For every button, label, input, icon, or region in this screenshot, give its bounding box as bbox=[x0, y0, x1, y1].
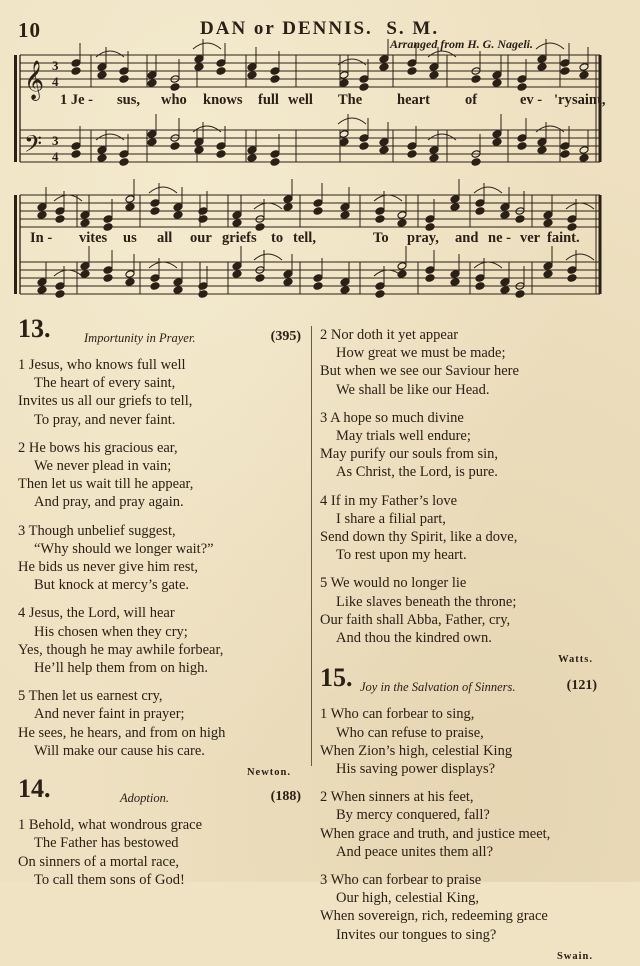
lyric-syllable: In - bbox=[30, 230, 53, 246]
note-head bbox=[359, 83, 369, 92]
note-head bbox=[55, 290, 65, 299]
note-head bbox=[232, 262, 242, 271]
note-head bbox=[397, 262, 407, 271]
note-head bbox=[375, 282, 385, 291]
stanza bbox=[320, 871, 605, 944]
note-head bbox=[55, 282, 65, 291]
lyric-syllable: To bbox=[373, 230, 389, 246]
note-head bbox=[560, 142, 570, 151]
note-head bbox=[37, 211, 47, 220]
note-head bbox=[339, 71, 349, 80]
note-head bbox=[80, 270, 90, 279]
note-head bbox=[247, 146, 257, 155]
tune-name: DAN or DENNIS. bbox=[200, 18, 373, 39]
lyric-syllable: our bbox=[190, 230, 212, 246]
music-score bbox=[0, 0, 640, 310]
arranger-credit: Arranged from H. G. Nageli. bbox=[390, 37, 534, 51]
note-head bbox=[194, 55, 204, 64]
note-head bbox=[313, 199, 323, 208]
right-column bbox=[320, 326, 605, 966]
slur bbox=[96, 51, 124, 57]
verse-line: To pray, and never faint. bbox=[34, 411, 176, 428]
lyric-syllable: The bbox=[338, 92, 363, 108]
note-head bbox=[407, 150, 417, 159]
note-head bbox=[537, 138, 547, 147]
lyric-syllable: vites bbox=[79, 230, 108, 246]
note-head bbox=[471, 158, 481, 167]
hymn-14-number: 14. bbox=[18, 774, 51, 804]
note-head bbox=[55, 207, 65, 216]
verse-line: 3 Who can forbear to praise bbox=[320, 872, 482, 889]
note-head bbox=[567, 215, 577, 224]
note-head bbox=[560, 150, 570, 159]
time-signature: 4 bbox=[52, 74, 59, 89]
note-head bbox=[543, 211, 553, 220]
hymn-13-continued-text bbox=[320, 326, 605, 647]
lyric-syllable: tell, bbox=[293, 230, 316, 246]
hymn-13-header bbox=[18, 314, 303, 356]
note-head bbox=[537, 146, 547, 155]
note-head bbox=[283, 278, 293, 287]
lyric-syllable: and bbox=[455, 230, 479, 246]
note-head bbox=[515, 215, 525, 224]
note-head bbox=[147, 71, 157, 80]
note-head bbox=[173, 211, 183, 220]
stanza bbox=[18, 687, 303, 760]
note-head bbox=[397, 211, 407, 220]
verse-line: The Father has bestowed bbox=[34, 835, 179, 852]
hymn-14-header bbox=[18, 774, 303, 816]
verse-line: By mercy conquered, fall? bbox=[336, 807, 490, 824]
lyric-syllable: of bbox=[465, 92, 478, 108]
slur bbox=[338, 59, 366, 65]
verse-line: 5 We would no longer lie bbox=[320, 575, 467, 592]
column-divider bbox=[311, 326, 312, 766]
verse-line: 1 Jesus, who knows full well bbox=[18, 357, 186, 373]
note-head bbox=[150, 274, 160, 283]
hymn-14-text bbox=[18, 816, 303, 889]
note-head bbox=[359, 75, 369, 84]
slur bbox=[474, 262, 502, 268]
verse-line: Invites us all our griefs to tell, bbox=[18, 393, 193, 410]
time-signature: 4 bbox=[52, 149, 59, 164]
verse-line: To rest upon my heart. bbox=[336, 547, 467, 564]
note-head bbox=[500, 203, 510, 212]
note-head bbox=[97, 146, 107, 155]
note-head bbox=[429, 154, 439, 163]
note-head bbox=[71, 59, 81, 68]
note-head bbox=[150, 282, 160, 291]
note-head bbox=[194, 138, 204, 147]
note-head bbox=[97, 71, 107, 80]
lyric-syllable: knows bbox=[203, 92, 243, 108]
verse-line: And thou the kindred own. bbox=[336, 630, 492, 647]
note-head bbox=[379, 63, 389, 72]
note-head bbox=[579, 154, 589, 163]
note-head bbox=[543, 262, 553, 271]
slur bbox=[428, 134, 456, 140]
verse-line: He sees, he hears, and from on high bbox=[18, 724, 226, 741]
note-head bbox=[475, 199, 485, 208]
slur bbox=[566, 203, 594, 209]
note-head bbox=[80, 262, 90, 271]
note-head bbox=[379, 138, 389, 147]
verse-line: His saving power displays? bbox=[336, 761, 496, 778]
verse-line: 3 Though unbelief suggest, bbox=[18, 522, 176, 539]
note-head bbox=[173, 203, 183, 212]
verse-line: But knock at mercy’s gate. bbox=[34, 577, 190, 594]
note-head bbox=[283, 270, 293, 279]
slur bbox=[474, 187, 502, 193]
slur bbox=[566, 254, 594, 260]
note-head bbox=[492, 138, 502, 147]
note-head bbox=[475, 274, 485, 283]
note-head bbox=[450, 278, 460, 287]
note-head bbox=[125, 203, 135, 212]
note-head bbox=[492, 71, 502, 80]
tune-meter: S. M. bbox=[386, 18, 440, 39]
note-head bbox=[425, 274, 435, 283]
hymn-15-ref: (121) bbox=[566, 678, 597, 694]
note-head bbox=[340, 286, 350, 295]
note-head bbox=[567, 274, 577, 283]
note-head bbox=[397, 270, 407, 279]
note-head bbox=[80, 211, 90, 220]
note-head bbox=[125, 278, 135, 287]
note-head bbox=[560, 67, 570, 76]
verse-line: I share a filial part, bbox=[336, 510, 446, 527]
lyric-syllable: saint, bbox=[572, 92, 606, 108]
note-head bbox=[379, 146, 389, 155]
note-head bbox=[216, 67, 226, 76]
lyric-syllable: all bbox=[157, 230, 173, 246]
note-head bbox=[340, 211, 350, 220]
slur bbox=[536, 43, 564, 49]
hymn-14-topic: Adoption. bbox=[120, 791, 169, 806]
stanza bbox=[18, 604, 303, 677]
verse-line: His chosen when they cry; bbox=[34, 623, 188, 640]
hymn-15-topic: Joy in the Salvation of Sinners. bbox=[360, 680, 516, 695]
lyric-syllable: heart bbox=[397, 92, 431, 108]
note-head bbox=[471, 75, 481, 84]
note-head bbox=[475, 207, 485, 216]
note-head bbox=[379, 55, 389, 64]
note-head bbox=[270, 67, 280, 76]
note-head bbox=[170, 142, 180, 151]
verse-line: When grace and truth, and justice meet, bbox=[320, 825, 551, 842]
note-head bbox=[313, 282, 323, 291]
note-head bbox=[247, 63, 257, 72]
note-head bbox=[339, 79, 349, 88]
verse-line: Send down thy Spirit, like a dove, bbox=[320, 529, 518, 546]
verse-line: 4 If in my Father’s love bbox=[320, 492, 458, 509]
note-head bbox=[37, 286, 47, 295]
note-head bbox=[119, 158, 129, 167]
verse-line: May purify our souls from sin, bbox=[320, 446, 499, 463]
note-head bbox=[119, 67, 129, 76]
note-head bbox=[173, 286, 183, 295]
bass-clef-icon: 𝄢 bbox=[24, 130, 43, 163]
note-head bbox=[560, 59, 570, 68]
note-head bbox=[103, 274, 113, 283]
note-head bbox=[232, 211, 242, 220]
note-head bbox=[247, 154, 257, 163]
note-head bbox=[429, 63, 439, 72]
hymn-13-author: Newton. bbox=[246, 767, 291, 779]
note-head bbox=[147, 138, 157, 147]
slur bbox=[338, 118, 366, 124]
note-head bbox=[375, 215, 385, 224]
verse-line: 4 Jesus, the Lord, will hear bbox=[18, 605, 175, 622]
note-head bbox=[375, 290, 385, 299]
hymn-13-topic: Importunity in Prayer. bbox=[84, 331, 196, 345]
lyric-syllable: griefs bbox=[222, 230, 257, 246]
slur bbox=[254, 203, 282, 209]
note-head bbox=[283, 195, 293, 204]
note-head bbox=[270, 158, 280, 167]
stanza bbox=[320, 705, 605, 778]
note-head bbox=[97, 154, 107, 163]
note-head bbox=[500, 211, 510, 220]
note-head bbox=[517, 75, 527, 84]
note-head bbox=[194, 63, 204, 72]
note-head bbox=[425, 215, 435, 224]
lyric-syllable: full bbox=[258, 92, 279, 108]
verse-line: He’ll help them from on high. bbox=[34, 660, 208, 677]
note-head bbox=[170, 83, 180, 92]
note-head bbox=[283, 203, 293, 212]
lyric-syllable: sus, bbox=[117, 92, 140, 108]
verse-line: But when we see our Saviour here bbox=[320, 363, 519, 380]
note-head bbox=[543, 219, 553, 228]
note-head bbox=[579, 146, 589, 155]
note-head bbox=[147, 79, 157, 88]
slur bbox=[428, 51, 456, 57]
note-head bbox=[216, 150, 226, 159]
verse-line: The heart of every saint, bbox=[34, 375, 176, 392]
verse-line: On sinners of a mortal race, bbox=[18, 853, 180, 870]
lyric-syllable: ver bbox=[520, 230, 541, 246]
lyric-syllable: 1 Je - bbox=[60, 92, 94, 108]
stanza bbox=[18, 439, 303, 512]
lyric-syllable: ev - bbox=[520, 92, 543, 108]
note-head bbox=[425, 266, 435, 275]
note-head bbox=[429, 71, 439, 80]
note-head bbox=[37, 203, 47, 212]
system-bracket bbox=[14, 195, 17, 294]
stanza bbox=[18, 816, 303, 889]
lyric-syllable: ne - bbox=[488, 230, 511, 246]
note-head bbox=[407, 59, 417, 68]
note-head bbox=[216, 142, 226, 151]
system-bracket bbox=[14, 55, 17, 162]
verse-line: When sovereign, rich, redeeming grace bbox=[320, 908, 548, 925]
note-head bbox=[119, 75, 129, 84]
hymn-14-ref: (188) bbox=[270, 789, 301, 805]
note-head bbox=[103, 215, 113, 224]
verse-line: Yes, though he may awhile forbear, bbox=[18, 641, 224, 658]
lyric-syllable: faint. bbox=[547, 230, 580, 246]
note-head bbox=[500, 286, 510, 295]
slur bbox=[149, 262, 177, 268]
lyric-syllable: well bbox=[288, 92, 313, 108]
slur bbox=[54, 270, 82, 276]
note-head bbox=[375, 207, 385, 216]
lyric-syllable: to bbox=[271, 230, 284, 246]
note-head bbox=[475, 282, 485, 291]
verse-line: 2 When sinners at his feet, bbox=[320, 789, 474, 806]
note-head bbox=[55, 215, 65, 224]
verse-line: Will make our cause his care. bbox=[34, 742, 205, 759]
note-head bbox=[492, 79, 502, 88]
note-head bbox=[537, 55, 547, 64]
slur bbox=[96, 134, 124, 140]
note-head bbox=[71, 150, 81, 159]
note-head bbox=[232, 270, 242, 279]
stanza bbox=[320, 574, 605, 647]
page-number: 10 bbox=[18, 18, 41, 42]
note-head bbox=[515, 290, 525, 299]
verse-line: 2 He bows his gracious ear, bbox=[18, 439, 178, 456]
hymn-15-text bbox=[320, 705, 605, 943]
stanza bbox=[320, 409, 605, 482]
hymn-13-number: 13. bbox=[18, 314, 51, 343]
note-head bbox=[450, 203, 460, 212]
note-head bbox=[147, 130, 157, 139]
note-head bbox=[517, 134, 527, 143]
note-head bbox=[216, 59, 226, 68]
verse-line: He bids us never give him rest, bbox=[18, 559, 199, 576]
hymn-13-text bbox=[18, 356, 303, 760]
note-head bbox=[450, 270, 460, 279]
note-head bbox=[450, 195, 460, 204]
stanza bbox=[320, 492, 605, 565]
verse-line: “Why should we longer wait?” bbox=[34, 540, 214, 557]
note-head bbox=[340, 278, 350, 287]
note-head bbox=[579, 63, 589, 72]
treble-clef-icon: 𝄞 bbox=[24, 60, 45, 100]
hymn-13-ref: (395) bbox=[270, 329, 301, 344]
lyric-syllable: pray, bbox=[407, 230, 439, 246]
note-head bbox=[71, 142, 81, 151]
note-head bbox=[340, 203, 350, 212]
note-head bbox=[407, 67, 417, 76]
verse-line: May trials well endure; bbox=[336, 428, 471, 445]
note-head bbox=[150, 207, 160, 216]
time-signature: 3 bbox=[52, 133, 59, 148]
note-head bbox=[173, 278, 183, 287]
stanza bbox=[320, 326, 605, 399]
note-head bbox=[339, 130, 349, 139]
verse-line: To call them sons of God! bbox=[34, 871, 185, 888]
note-head bbox=[97, 63, 107, 72]
note-head bbox=[492, 130, 502, 139]
time-signature: 3 bbox=[52, 58, 59, 73]
hymn-15-header bbox=[320, 663, 605, 705]
note-head bbox=[517, 142, 527, 151]
note-head bbox=[359, 134, 369, 143]
note-head bbox=[339, 138, 349, 147]
verse-line: Like slaves beneath the throne; bbox=[336, 593, 517, 610]
note-head bbox=[125, 270, 135, 279]
verse-line: And pray, and pray again. bbox=[34, 494, 184, 511]
note-head bbox=[429, 146, 439, 155]
verse-line: And never faint in prayer; bbox=[34, 706, 185, 723]
note-head bbox=[270, 150, 280, 159]
verse-line: 2 Nor doth it yet appear bbox=[320, 327, 459, 343]
note-head bbox=[567, 266, 577, 275]
verse-line: Our faith shall Abba, Father, cry, bbox=[320, 611, 511, 628]
hymn-15-author: Swain. bbox=[556, 950, 593, 962]
lyric-syllable: us bbox=[123, 230, 137, 246]
note-head bbox=[232, 219, 242, 228]
note-head bbox=[579, 71, 589, 80]
slur bbox=[149, 187, 177, 193]
note-head bbox=[37, 278, 47, 287]
note-head bbox=[313, 274, 323, 283]
verse-line: 5 Then let us earnest cry, bbox=[18, 688, 163, 705]
stanza bbox=[18, 356, 303, 429]
note-head bbox=[103, 266, 113, 275]
stanza bbox=[18, 522, 303, 595]
verse-line: Our high, celestial King, bbox=[336, 890, 479, 907]
verse-line: And peace unites them all? bbox=[336, 843, 494, 860]
hymn-13-continued-author: Watts. bbox=[558, 654, 593, 666]
slur bbox=[193, 43, 221, 49]
note-head bbox=[119, 150, 129, 159]
note-head bbox=[397, 219, 407, 228]
note-head bbox=[537, 63, 547, 72]
hymn-15-number: 15. bbox=[320, 663, 353, 693]
verse-line: We never plead in vain; bbox=[34, 458, 172, 475]
note-head bbox=[80, 219, 90, 228]
note-head bbox=[150, 199, 160, 208]
verse-line: Invites our tongues to sing? bbox=[336, 926, 497, 943]
verse-line: How great we must be made; bbox=[336, 345, 506, 362]
stanza bbox=[320, 788, 605, 861]
lyric-syllable: 'ry bbox=[554, 92, 572, 108]
verse-line: 1 Behold, what wondrous grace bbox=[18, 817, 203, 834]
verse-line: 3 A hope so much divine bbox=[320, 409, 464, 426]
note-head bbox=[247, 71, 257, 80]
note-head bbox=[543, 270, 553, 279]
verse-line: 1 Who can forbear to sing, bbox=[320, 706, 475, 723]
note-head bbox=[313, 207, 323, 216]
note-head bbox=[270, 75, 280, 84]
note-head bbox=[71, 67, 81, 76]
note-head bbox=[407, 142, 417, 151]
slur bbox=[54, 195, 82, 201]
verse-line: When Zion’s high, celestial King bbox=[320, 742, 513, 759]
slur bbox=[374, 195, 402, 201]
note-head bbox=[255, 274, 265, 283]
note-head bbox=[500, 278, 510, 287]
verse-line: Then let us wait till he appear, bbox=[18, 476, 194, 493]
verse-line: As Christ, the Lord, is pure. bbox=[336, 464, 498, 481]
left-column bbox=[18, 314, 303, 899]
note-head bbox=[125, 195, 135, 204]
note-head bbox=[194, 146, 204, 155]
slur bbox=[254, 254, 282, 260]
verse-line: We shall be like our Head. bbox=[336, 381, 490, 398]
lyric-syllable: who bbox=[161, 92, 187, 108]
verse-line: Who can refuse to praise, bbox=[336, 724, 484, 741]
note-head bbox=[517, 83, 527, 92]
note-head bbox=[359, 142, 369, 151]
